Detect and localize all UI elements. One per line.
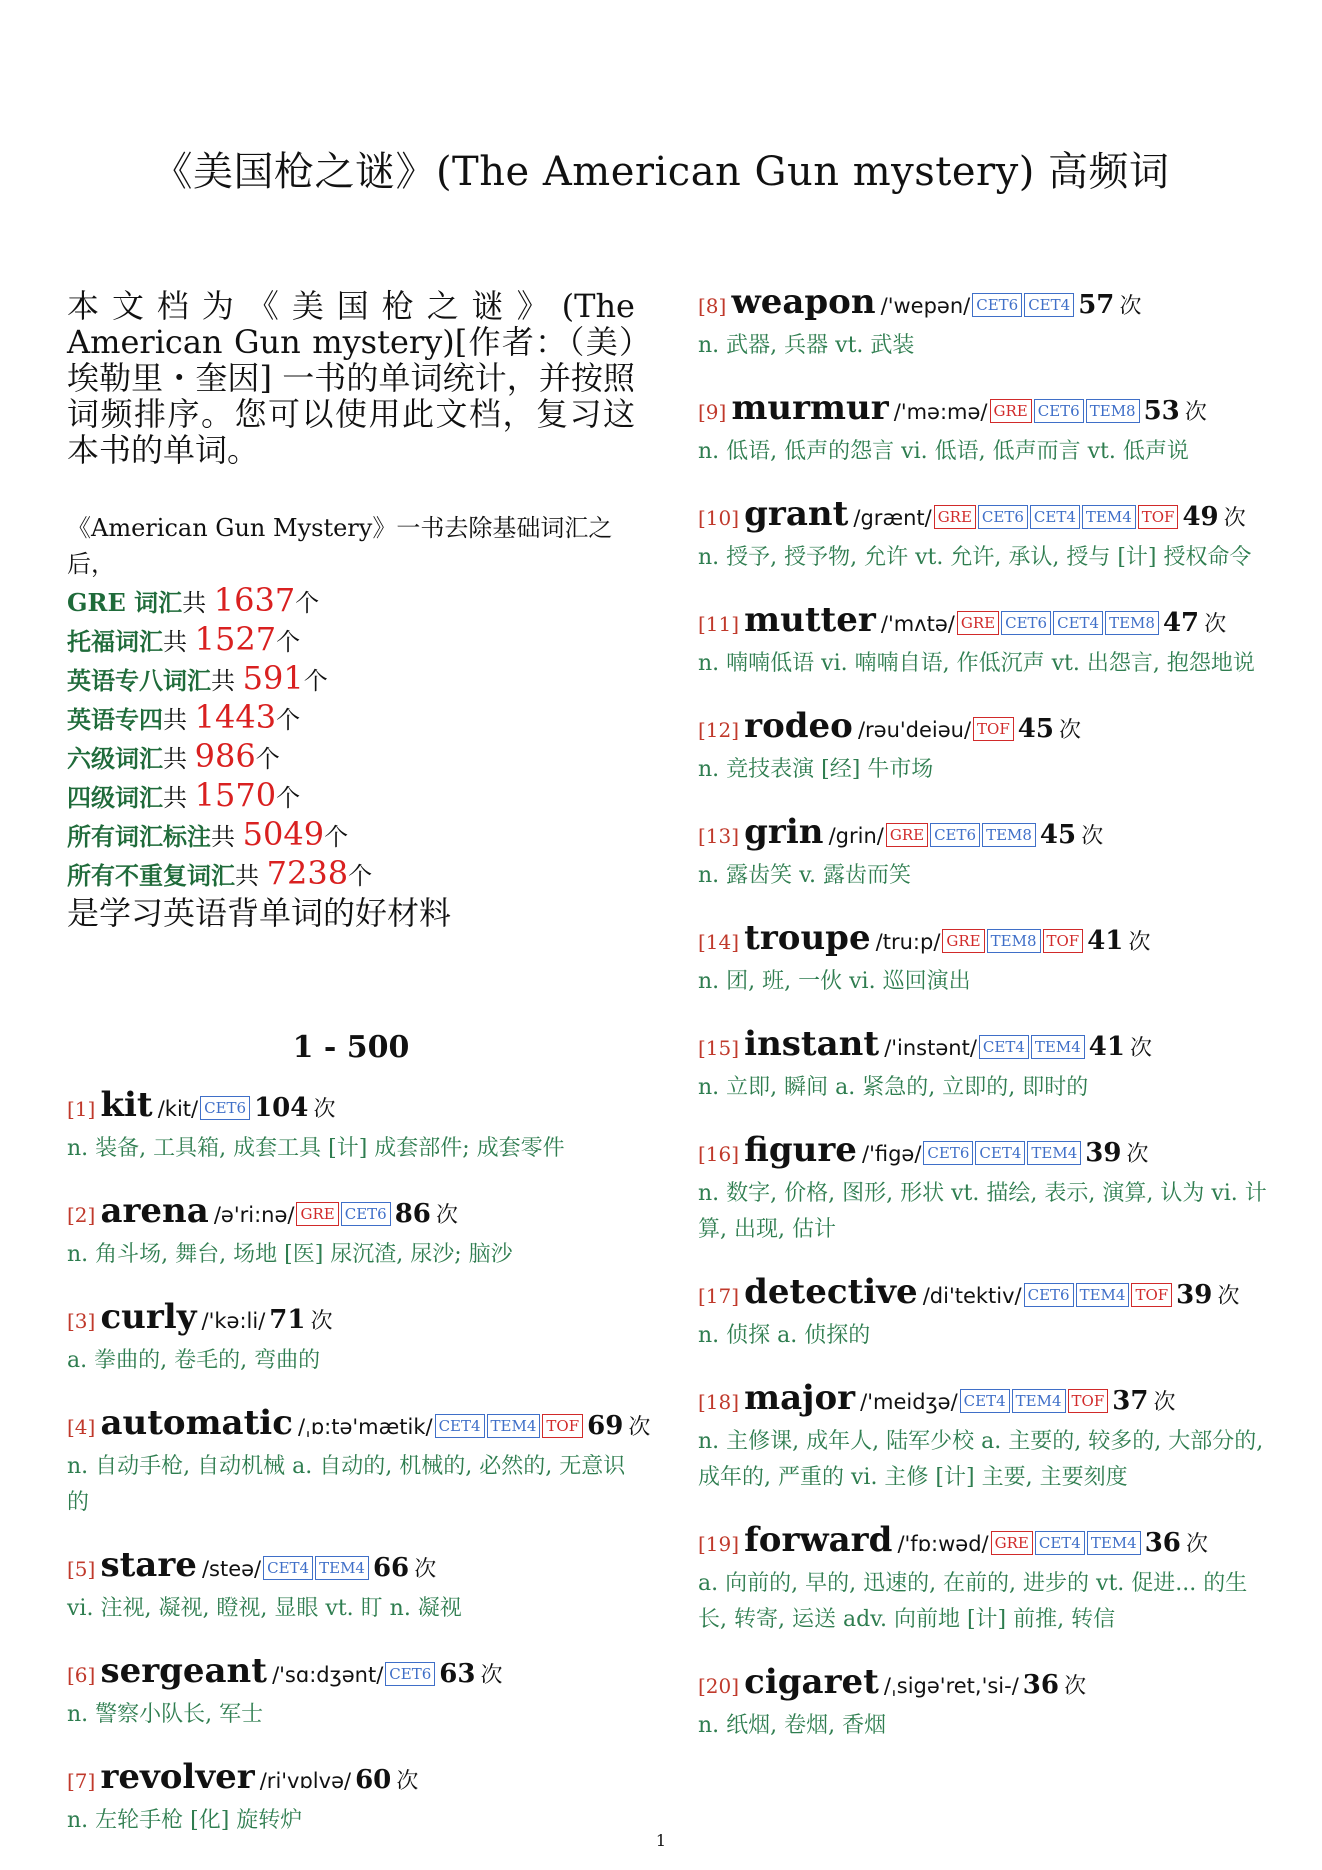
stat-connector: 共 bbox=[163, 784, 195, 812]
exam-tag-badge: TEM8 bbox=[1086, 399, 1140, 423]
definition: n. 竞技表演 [经] 牛市场 bbox=[698, 757, 934, 782]
word-entry bbox=[698, 600, 1273, 682]
exam-tag-badge: TEM4 bbox=[1012, 1389, 1066, 1413]
stat-count: 5049 bbox=[242, 815, 325, 853]
stats-footer: 是学习英语背单词的好材料 bbox=[67, 894, 452, 932]
exam-tag-badge: CET6 bbox=[923, 1141, 973, 1165]
stat-unit: 个 bbox=[303, 667, 328, 695]
vocab-stats bbox=[67, 510, 635, 932]
word-entry bbox=[67, 1545, 635, 1627]
entry-header bbox=[67, 1403, 651, 1449]
word-entry bbox=[67, 1191, 635, 1273]
exam-tag-badge: TOF bbox=[1068, 1389, 1109, 1413]
frequency-count: 41 bbox=[1088, 1032, 1125, 1062]
definition: n. 数字, 价格, 图形, 形状 vt. 描绘, 表示, 演算, 认为 vi. 计算, 出现, 估计 bbox=[698, 1181, 1267, 1242]
entry-header bbox=[67, 1545, 635, 1591]
times-label: 次 bbox=[628, 1415, 651, 1440]
exam-tag-badge: CET6 bbox=[972, 293, 1022, 317]
definition: n. 纸烟, 卷烟, 香烟 bbox=[698, 1713, 887, 1738]
times-label: 次 bbox=[1185, 1532, 1208, 1557]
headword: arena bbox=[100, 1191, 209, 1231]
times-label: 次 bbox=[480, 1663, 503, 1688]
entry-index: [16] bbox=[698, 1142, 740, 1166]
entry-index: [1] bbox=[67, 1097, 96, 1121]
stat-unit: 个 bbox=[348, 862, 373, 890]
exam-tag-badge: CET6 bbox=[1034, 399, 1084, 423]
times-label: 次 bbox=[414, 1557, 437, 1582]
entry-index: [6] bbox=[67, 1663, 96, 1687]
entry-header bbox=[698, 1272, 1273, 1318]
entry-index: [18] bbox=[698, 1390, 740, 1414]
stat-unit: 个 bbox=[295, 589, 320, 617]
times-label: 次 bbox=[1223, 506, 1246, 531]
frequency-count: 71 bbox=[269, 1305, 306, 1335]
exam-tag-badge: TEM4 bbox=[1087, 1531, 1141, 1555]
stat-count: 591 bbox=[242, 659, 304, 697]
times-label: 次 bbox=[1204, 612, 1227, 637]
frequency-count: 41 bbox=[1087, 926, 1124, 956]
times-label: 次 bbox=[1128, 930, 1151, 955]
word-entry bbox=[698, 812, 1273, 894]
entry-index: [5] bbox=[67, 1557, 96, 1581]
headword: troupe bbox=[744, 918, 871, 958]
definition: n. 侦探 a. 侦探的 bbox=[698, 1323, 871, 1348]
phonetic: /'instənt/ bbox=[884, 1036, 977, 1060]
stat-unit: 个 bbox=[276, 706, 301, 734]
frequency-count: 66 bbox=[372, 1553, 410, 1583]
stat-count: 1443 bbox=[194, 698, 277, 736]
times-label: 次 bbox=[1119, 294, 1142, 319]
frequency-count: 39 bbox=[1085, 1138, 1122, 1168]
phonetic: /'fɒ:wəd/ bbox=[897, 1532, 989, 1556]
headword: murmur bbox=[731, 388, 889, 428]
stat-label: 所有不重复词汇 bbox=[67, 861, 235, 890]
entry-index: [4] bbox=[67, 1415, 96, 1439]
definition: n. 团, 班, 一伙 vi. 巡回演出 bbox=[698, 969, 971, 994]
entry-header bbox=[698, 282, 1273, 328]
word-entry bbox=[698, 1378, 1273, 1496]
entry-index: [8] bbox=[698, 294, 727, 318]
definition: n. 警察小队长, 军士 bbox=[67, 1702, 264, 1727]
frequency-count: 86 bbox=[394, 1199, 431, 1229]
stat-connector: 共 bbox=[182, 589, 214, 617]
times-label: 次 bbox=[1130, 1036, 1153, 1061]
frequency-count: 69 bbox=[587, 1411, 624, 1441]
word-entry bbox=[698, 1662, 1273, 1744]
definition: vi. 注视, 凝视, 瞪视, 显眼 vt. 盯 n. 凝视 bbox=[67, 1596, 462, 1621]
phonetic: /ri'vɒlvə/ bbox=[259, 1769, 352, 1793]
stat-count: 7238 bbox=[266, 854, 349, 892]
exam-tag-badge: GRE bbox=[296, 1202, 338, 1226]
exam-tag-badge: CET4 bbox=[960, 1389, 1010, 1413]
exam-tag-badge: CET4 bbox=[1024, 293, 1074, 317]
exam-tag-badge: CET6 bbox=[1024, 1283, 1074, 1307]
entry-header bbox=[67, 1651, 635, 1697]
entry-header bbox=[698, 1378, 1273, 1424]
intro-paragraph: 本文档为《美国枪之谜》(The American Gun mystery)[作者：（美）埃勒里・奎因] 一书的单词统计，并按照词频排序。您可以使用此文档，复习这本书的单词。 bbox=[67, 287, 635, 469]
times-label: 次 bbox=[1126, 1142, 1149, 1167]
stat-label: 英语专八词汇 bbox=[67, 666, 211, 695]
headword: detective bbox=[744, 1272, 918, 1312]
stat-label: 英语专四 bbox=[67, 705, 163, 734]
frequency-count: 36 bbox=[1144, 1528, 1181, 1558]
frequency-count: 104 bbox=[254, 1093, 309, 1123]
exam-tag-badge: CET4 bbox=[1030, 505, 1080, 529]
stat-line bbox=[67, 699, 635, 738]
exam-tag-badge: CET4 bbox=[1053, 611, 1103, 635]
entry-header bbox=[698, 600, 1273, 646]
exam-tag-badge: GRE bbox=[942, 929, 984, 953]
definition: n. 立即, 瞬间 a. 紧急的, 立即的, 即时的 bbox=[698, 1075, 1089, 1100]
frequency-count: 49 bbox=[1182, 502, 1219, 532]
word-entry bbox=[698, 1024, 1273, 1106]
exam-tag-badge: CET4 bbox=[435, 1414, 485, 1438]
exam-tag-badge: TEM4 bbox=[1076, 1283, 1130, 1307]
stat-connector: 共 bbox=[235, 862, 267, 890]
exam-tag-badge: TOF bbox=[1138, 505, 1179, 529]
exam-tag-badge: CET4 bbox=[263, 1556, 313, 1580]
exam-tag-badge: TOF bbox=[973, 717, 1014, 741]
stat-line bbox=[67, 621, 635, 660]
entry-index: [11] bbox=[698, 612, 740, 636]
exam-tag-badge: CET6 bbox=[200, 1096, 250, 1120]
frequency-count: 36 bbox=[1022, 1670, 1059, 1700]
frequency-count: 39 bbox=[1176, 1280, 1213, 1310]
frequency-count: 45 bbox=[1039, 820, 1077, 850]
phonetic: /'mʌtə/ bbox=[880, 612, 955, 636]
stat-label: 托福词汇 bbox=[67, 627, 163, 656]
exam-tag-badge: CET4 bbox=[1035, 1531, 1085, 1555]
stat-line bbox=[67, 816, 635, 855]
entry-header bbox=[67, 1757, 635, 1803]
exam-tag-badge: TEM8 bbox=[982, 823, 1036, 847]
exam-tag-badge: CET6 bbox=[341, 1202, 391, 1226]
word-entry bbox=[698, 1130, 1273, 1248]
definition: a. 拳曲的, 卷毛的, 弯曲的 bbox=[67, 1348, 321, 1373]
exam-tag-badge: TOF bbox=[1043, 929, 1084, 953]
stat-unit: 个 bbox=[276, 784, 301, 812]
stats-lines bbox=[67, 582, 635, 894]
phonetic: /grin/ bbox=[828, 824, 884, 848]
exam-tag-badge: GRE bbox=[934, 505, 976, 529]
entries-right-list bbox=[698, 282, 1273, 1744]
entry-index: [3] bbox=[67, 1309, 96, 1333]
word-entry bbox=[698, 1272, 1273, 1354]
stat-unit: 个 bbox=[255, 745, 280, 773]
word-entry bbox=[698, 1520, 1273, 1638]
word-entry bbox=[698, 706, 1273, 788]
word-entry bbox=[698, 918, 1273, 1000]
word-entry bbox=[67, 1297, 635, 1379]
stat-count: 1637 bbox=[213, 581, 296, 619]
stat-line bbox=[67, 777, 635, 816]
stat-label: 四级词汇 bbox=[67, 783, 163, 812]
entry-index: [9] bbox=[698, 400, 727, 424]
exam-tag-badge: CET4 bbox=[979, 1035, 1029, 1059]
entry-header bbox=[67, 1191, 635, 1237]
frequency-count: 57 bbox=[1078, 290, 1115, 320]
exam-tag-badge: CET4 bbox=[975, 1141, 1025, 1165]
exam-tag-badge: CET6 bbox=[930, 823, 980, 847]
stat-line bbox=[67, 738, 635, 777]
word-entry bbox=[698, 494, 1273, 576]
definition: n. 低语, 低声的怨言 vi. 低语, 低声而言 vt. 低声说 bbox=[698, 439, 1189, 464]
exam-tag-badge: GRE bbox=[886, 823, 928, 847]
stat-unit: 个 bbox=[276, 628, 301, 656]
exam-tag-badge: TOF bbox=[1131, 1283, 1172, 1307]
entry-header bbox=[698, 706, 1273, 752]
phonetic: /ə'ri:nə/ bbox=[213, 1203, 295, 1227]
stat-count: 986 bbox=[194, 737, 256, 775]
phonetic: /tru:p/ bbox=[875, 930, 941, 954]
headword: weapon bbox=[731, 282, 876, 322]
stat-connector: 共 bbox=[211, 823, 243, 851]
exam-tag-badge: CET6 bbox=[1001, 611, 1051, 635]
entry-header bbox=[698, 494, 1273, 540]
exam-tag-badge: TEM4 bbox=[1082, 505, 1136, 529]
phonetic: /ˌɒ:tə'mætik/ bbox=[298, 1415, 433, 1439]
phonetic: /'kə:li/ bbox=[201, 1309, 266, 1333]
exam-tag-badge: CET6 bbox=[385, 1662, 435, 1686]
exam-tag-badge: TEM4 bbox=[1031, 1035, 1085, 1059]
definition: n. 主修课, 成年人, 陆军少校 a. 主要的, 较多的, 大部分的, 成年的, 严重的 vi. 主修 [计] 主要, 主要刻度 bbox=[698, 1429, 1264, 1490]
entry-header bbox=[67, 1297, 635, 1343]
phonetic: /steə/ bbox=[201, 1557, 262, 1581]
right-column bbox=[698, 282, 1273, 1768]
headword: instant bbox=[744, 1024, 880, 1064]
stat-connector: 共 bbox=[163, 745, 195, 773]
entries-left-list bbox=[67, 1085, 651, 1839]
headword: rodeo bbox=[744, 706, 853, 746]
headword: stare bbox=[100, 1545, 197, 1585]
definition: n. 授予, 授予物, 允许 vt. 允许, 承认, 授与 [计] 授权命令 bbox=[698, 545, 1252, 570]
headword: grin bbox=[744, 812, 824, 852]
definition: n. 装备, 工具箱, 成套工具 [计] 成套部件; 成套零件 bbox=[67, 1136, 565, 1161]
headword: figure bbox=[744, 1130, 857, 1170]
stat-count: 1570 bbox=[194, 776, 277, 814]
entry-index: [2] bbox=[67, 1203, 96, 1227]
headword: forward bbox=[744, 1520, 893, 1560]
entry-index: [20] bbox=[698, 1674, 740, 1698]
headword: mutter bbox=[744, 600, 876, 640]
stat-connector: 共 bbox=[211, 667, 243, 695]
exam-tag-badge: GRE bbox=[990, 399, 1032, 423]
entry-header bbox=[698, 1520, 1273, 1566]
exam-tag-badge: TEM8 bbox=[1105, 611, 1159, 635]
phonetic: /di'tektiv/ bbox=[922, 1284, 1022, 1308]
entry-header bbox=[698, 388, 1273, 434]
entry-index: [7] bbox=[67, 1769, 96, 1793]
times-label: 次 bbox=[1081, 824, 1104, 849]
frequency-count: 45 bbox=[1017, 714, 1054, 744]
word-entry bbox=[67, 1651, 635, 1733]
phonetic: /rəu'deiəu/ bbox=[857, 718, 972, 742]
frequency-count: 37 bbox=[1112, 1386, 1149, 1416]
exam-tag-badge: GRE bbox=[957, 611, 999, 635]
times-label: 次 bbox=[1064, 1674, 1087, 1699]
exam-tag-badge: TOF bbox=[542, 1414, 583, 1438]
entry-header bbox=[698, 1130, 1273, 1176]
phonetic: /'figə/ bbox=[862, 1142, 922, 1166]
phonetic: /'sɑ:dʒənt/ bbox=[272, 1663, 384, 1687]
entry-index: [17] bbox=[698, 1284, 740, 1308]
phonetic: /'meidʒə/ bbox=[860, 1390, 958, 1414]
stat-count: 1527 bbox=[194, 620, 277, 658]
page-number: 1 bbox=[655, 1831, 667, 1850]
stat-unit: 个 bbox=[324, 823, 349, 851]
phonetic: /ˌsigə'ret,'si-/ bbox=[883, 1674, 1019, 1698]
headword: grant bbox=[744, 494, 849, 534]
range-heading: 1 - 500 bbox=[292, 1030, 410, 1065]
definition: n. 喃喃低语 vi. 喃喃自语, 作低沉声 vt. 出怨言, 抱怨地说 bbox=[698, 651, 1255, 676]
stat-line bbox=[67, 582, 635, 621]
exam-tag-badge: GRE bbox=[991, 1531, 1033, 1555]
word-entry bbox=[698, 282, 1273, 364]
frequency-count: 63 bbox=[439, 1659, 476, 1689]
headword: revolver bbox=[100, 1757, 255, 1797]
entry-index: [19] bbox=[698, 1532, 740, 1556]
phonetic: /grænt/ bbox=[853, 506, 932, 530]
stat-line bbox=[67, 855, 635, 894]
stat-connector: 共 bbox=[163, 706, 195, 734]
stat-connector: 共 bbox=[163, 628, 195, 656]
definition: n. 武器, 兵器 vt. 武装 bbox=[698, 333, 915, 358]
left-column bbox=[67, 287, 651, 1863]
entry-header bbox=[698, 812, 1273, 858]
exam-tag-badge: CET6 bbox=[978, 505, 1028, 529]
entry-header bbox=[67, 1085, 635, 1131]
entry-header bbox=[698, 918, 1273, 964]
definition: n. 自动手枪, 自动机械 a. 自动的, 机械的, 必然的, 无意识的 bbox=[67, 1454, 626, 1515]
times-label: 次 bbox=[313, 1097, 336, 1122]
times-label: 次 bbox=[396, 1769, 419, 1794]
headword: automatic bbox=[100, 1403, 293, 1443]
headword: cigaret bbox=[744, 1662, 879, 1702]
entry-index: [13] bbox=[698, 824, 740, 848]
word-entry bbox=[67, 1085, 635, 1167]
stat-label: 所有词汇标注 bbox=[67, 822, 211, 851]
entry-index: [14] bbox=[698, 930, 740, 954]
headword: curly bbox=[100, 1297, 197, 1337]
entry-index: [12] bbox=[698, 718, 740, 742]
exam-tag-badge: TEM4 bbox=[1027, 1141, 1081, 1165]
stat-line bbox=[67, 660, 635, 699]
times-label: 次 bbox=[1184, 400, 1207, 425]
headword: major bbox=[744, 1378, 856, 1418]
phonetic: /'mə:mə/ bbox=[893, 400, 988, 424]
definition: n. 角斗场, 舞台, 场地 [医] 尿沉渣, 尿沙; 脑沙 bbox=[67, 1242, 513, 1267]
exam-tag-badge: TEM8 bbox=[987, 929, 1041, 953]
frequency-count: 53 bbox=[1143, 396, 1180, 426]
stat-label: 六级词汇 bbox=[67, 744, 163, 773]
word-entry bbox=[698, 388, 1273, 470]
exam-tag-badge: TEM4 bbox=[315, 1556, 369, 1580]
entry-header bbox=[698, 1662, 1273, 1708]
entry-index: [10] bbox=[698, 506, 740, 530]
stats-intro-line: 《American Gun Mystery》一书去除基础词汇之后， bbox=[67, 514, 613, 578]
times-label: 次 bbox=[1153, 1390, 1176, 1415]
page-title: 《美国枪之谜》(The American Gun mystery) 高频词 bbox=[152, 149, 1170, 195]
entry-header bbox=[698, 1024, 1273, 1070]
definition: n. 露齿笑 v. 露齿而笑 bbox=[698, 863, 911, 888]
frequency-count: 60 bbox=[355, 1765, 392, 1795]
definition: n. 左轮手枪 [化] 旋转炉 bbox=[67, 1808, 303, 1833]
times-label: 次 bbox=[1059, 718, 1082, 743]
exam-tag-badge: TEM4 bbox=[487, 1414, 541, 1438]
stat-label: GRE 词汇 bbox=[67, 588, 183, 617]
word-entry bbox=[67, 1403, 651, 1521]
entry-index: [15] bbox=[698, 1036, 740, 1060]
times-label: 次 bbox=[435, 1203, 458, 1228]
times-label: 次 bbox=[1217, 1284, 1240, 1309]
phonetic: /kit/ bbox=[157, 1097, 199, 1121]
times-label: 次 bbox=[310, 1309, 333, 1334]
definition: a. 向前的, 早的, 迅速的, 在前的, 进步的 vt. 促进... 的生长, 转寄, 运送 adv. 向前地 [计] 前推, 转信 bbox=[698, 1571, 1248, 1632]
frequency-count: 47 bbox=[1162, 608, 1200, 638]
headword: kit bbox=[100, 1085, 153, 1125]
word-entry bbox=[67, 1757, 635, 1839]
phonetic: /'wepən/ bbox=[880, 294, 971, 318]
headword: sergeant bbox=[100, 1651, 267, 1691]
